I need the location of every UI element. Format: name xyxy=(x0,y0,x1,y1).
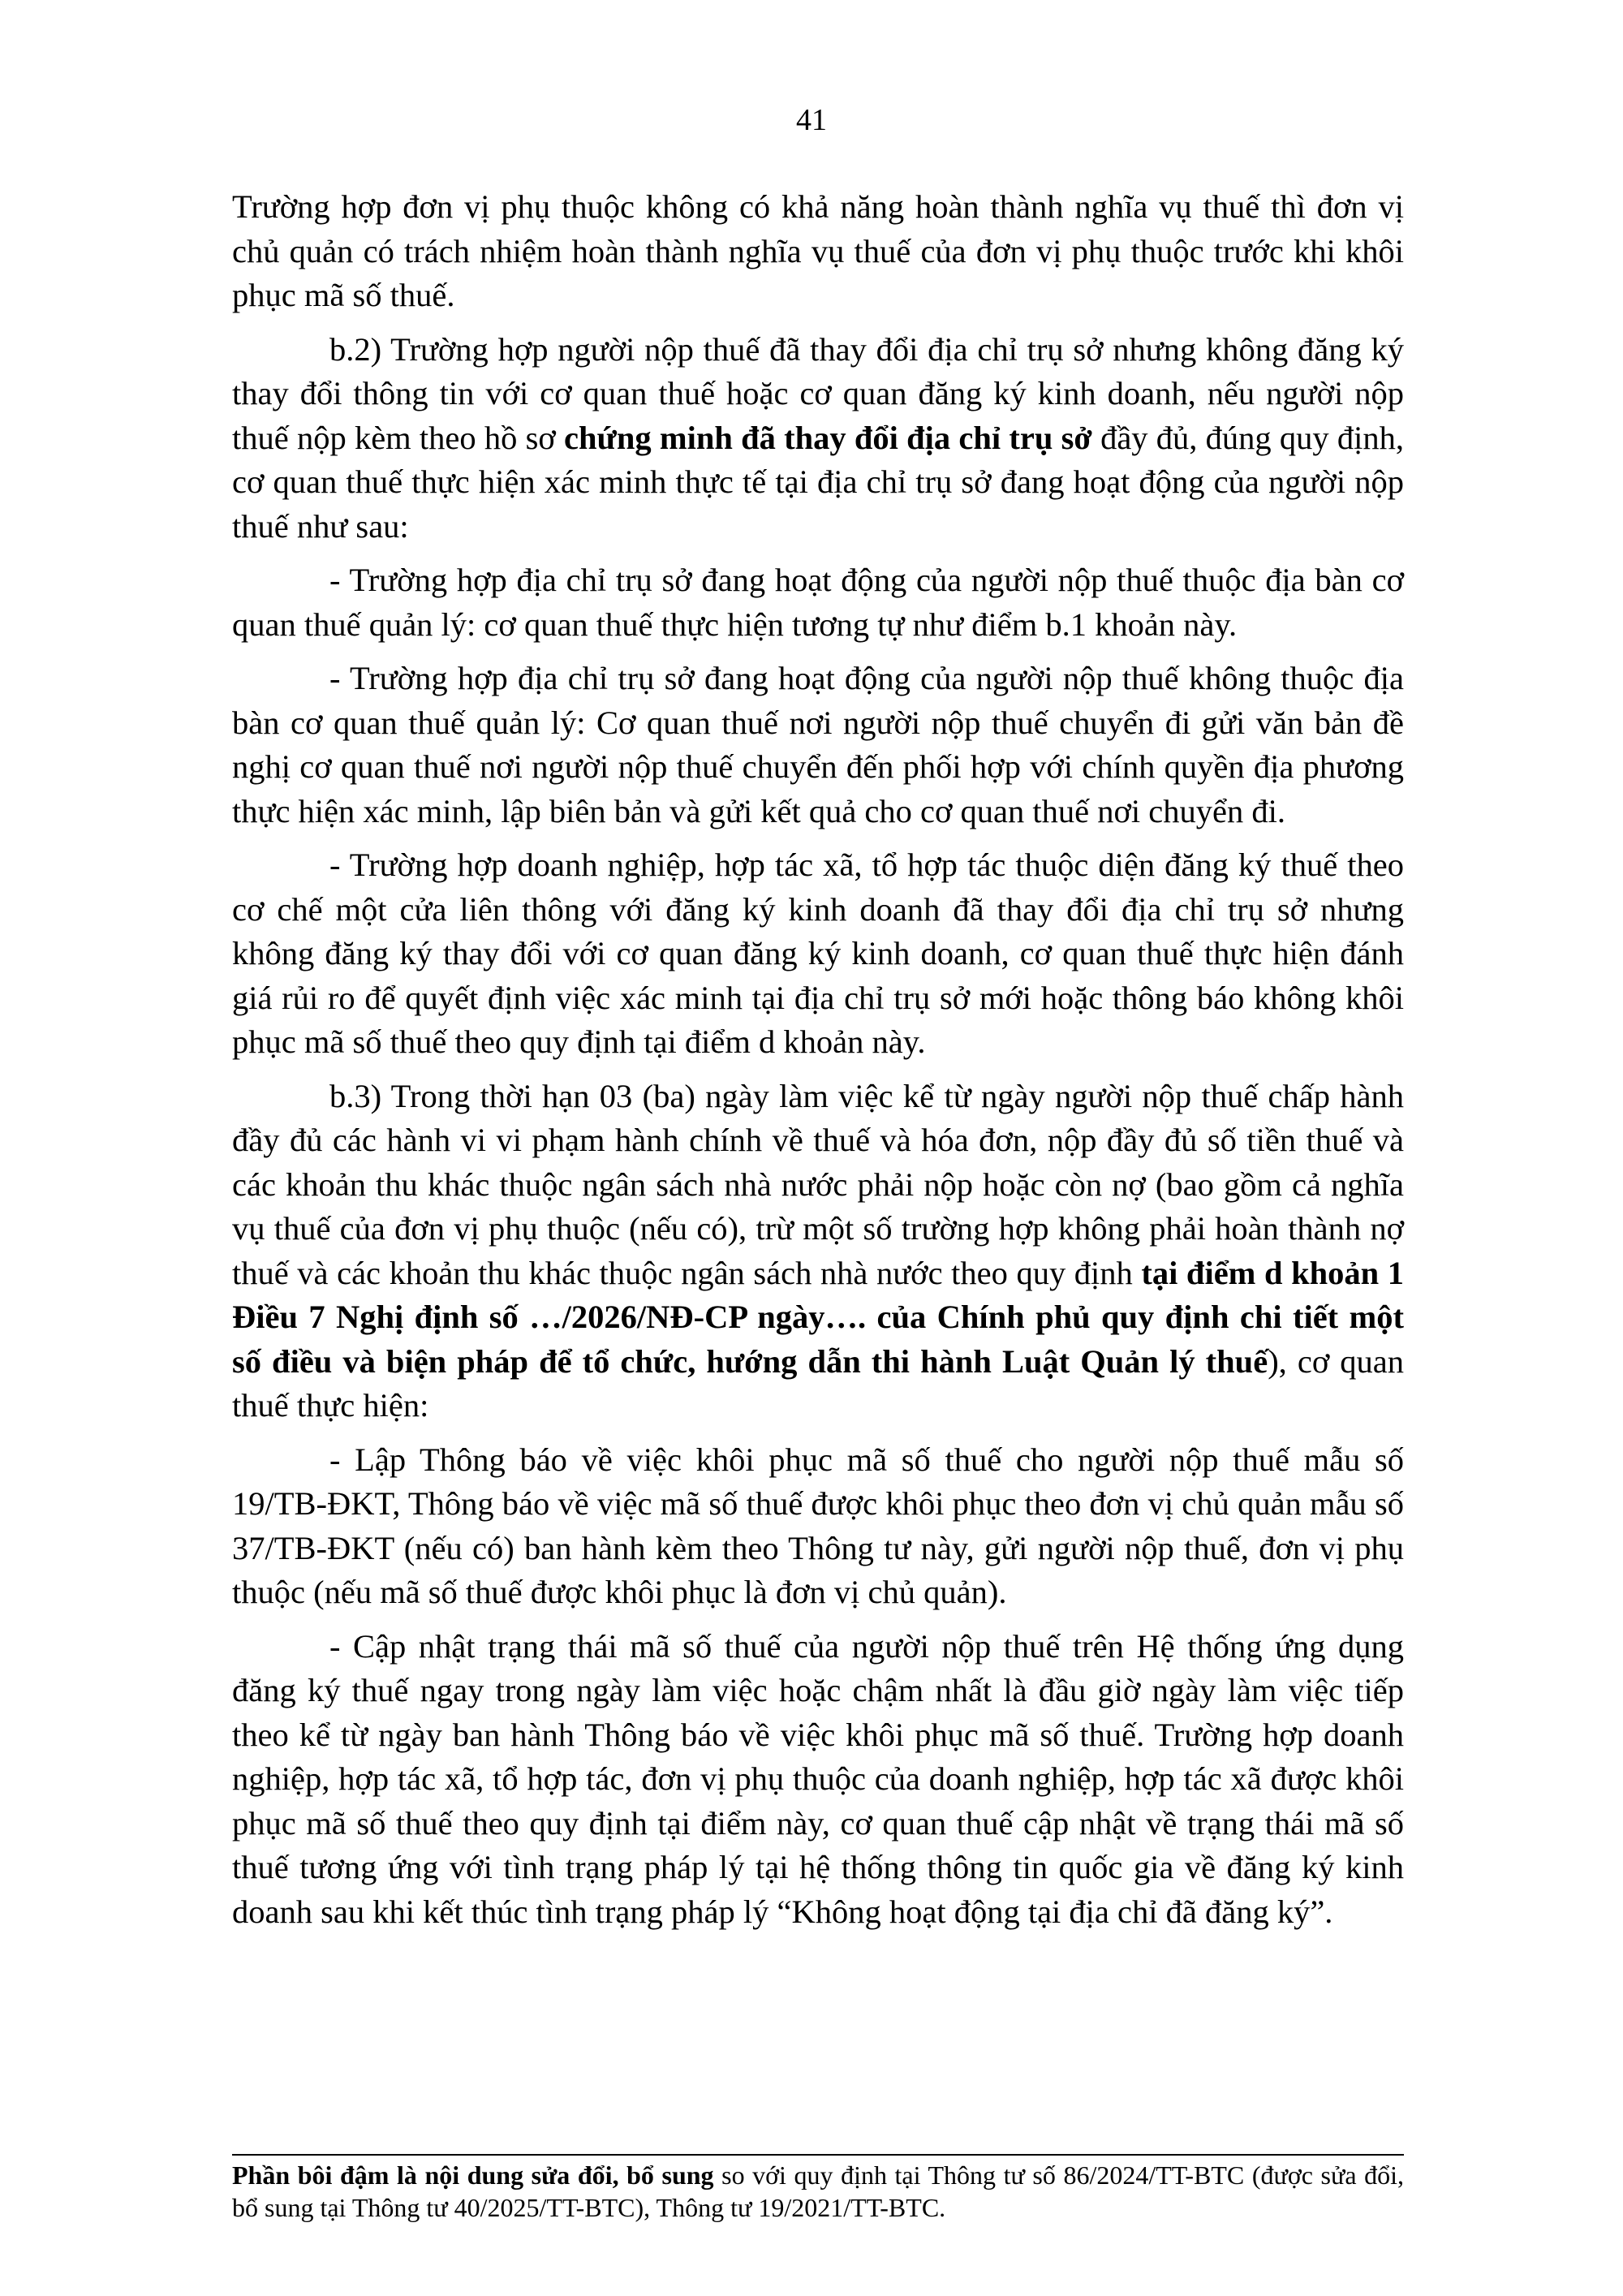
footer-divider xyxy=(232,2154,1404,2156)
footnote-bold: Phần bôi đậm là nội dung sửa đổi, bổ sung xyxy=(232,2160,714,2190)
paragraph-b2-bold: chứng minh đã thay đổi địa chỉ trụ sở xyxy=(564,419,1092,456)
paragraph-b3-text-a: b.3) Trong thời hạn 03 (ba) ngày làm việc kể từ ngày người nộp thuế chấp hành đầy đủ các hành vi vi phạm hành chính về thuế và hóa đơn, nộp đầy đủ số tiền thuế và các khoản thu khác thuộc ngân sách nhà nước phải nộp hoặc còn nợ (bao gồm cả nghĩa vụ thuế của đơn vị phụ thuộc (nếu có), trừ một số trường hợp không phải hoàn thành nợ thuế và các khoản thu khác thuộc ngân sách nhà nước theo quy định xyxy=(232,1077,1404,1291)
paragraph-b3-text-c: ), cơ quan thuế thực hiện: xyxy=(232,1342,1405,1424)
paragraph-b2-text-c: đầy đủ, đúng quy định, cơ quan thuế thực hiện xác minh thực tế tại địa chỉ trụ sở đang hoạt động của người nộp thuế như sau: xyxy=(232,419,1404,545)
document-body xyxy=(232,185,1404,1944)
paragraph-b2 xyxy=(232,328,1404,549)
page-number: 41 xyxy=(796,103,827,137)
paragraph-b2-text-a: b.2) Trường hợp người nộp thuế đã thay đổi địa chỉ trụ sở nhưng không đăng ký thay đổi thông tin với cơ quan thuế hoặc cơ quan đăng ký kinh doanh, nếu người nộp thuế nộp kèm theo hồ sơ xyxy=(232,330,1404,456)
footnote xyxy=(232,2159,1404,2224)
paragraph-b3-item-2: - Cập nhật trạng thái mã số thuế của người nộp thuế trên Hệ thống ứng dụng đăng ký thuế ngay trong ngày làm việc hoặc chậm nhất là đầu giờ ngày làm việc tiếp theo kể từ ngày ban hành Thông báo về việc khôi phục mã số thuế. Trường hợp doanh nghiệp, hợp tác xã, tổ hợp tác, đơn vị phụ thuộc của doanh nghiệp, hợp tác xã được khôi phục mã số thuế theo quy định tại điểm này, cơ quan thuế cập nhật về trạng thái mã số thuế tương ứng với tình trạng pháp lý tại hệ thống thông tin quốc gia về đăng ký kinh doanh sau khi kết thúc tình trạng pháp lý “Không hoạt động tại địa chỉ đã đăng ký”. xyxy=(232,1627,1404,1930)
paragraph-b3 xyxy=(232,1075,1404,1428)
paragraph-b2-case-2: - Trường hợp địa chỉ trụ sở đang hoạt động của người nộp thuế không thuộc địa bàn cơ quan thuế quản lý: Cơ quan thuế nơi người nộp thuế chuyển đi gửi văn bản đề nghị cơ quan thuế nơi người nộp thuế chuyển đến phối hợp với chính quyền địa phương thực hiện xác minh, lập biên bản và gửi kết quả cho cơ quan thuế nơi chuyển đi. xyxy=(232,660,1404,829)
paragraph-b2-case-1: - Trường hợp địa chỉ trụ sở đang hoạt động của người nộp thuế thuộc địa bàn cơ quan thuế quản lý: cơ quan thuế thực hiện tương tự như điểm b.1 khoản này. xyxy=(232,562,1404,643)
footnote-text: so với quy định tại Thông tư số 86/2024/TT-BTC (được sửa đổi, bổ sung tại Thông tư 40/2025/TT-BTC), Thông tư 19/2021/TT-BTC. xyxy=(232,2160,1405,2222)
paragraph-b2-case-3: - Trường hợp doanh nghiệp, hợp tác xã, tổ hợp tác thuộc diện đăng ký thuế theo cơ chế một cửa liên thông với đăng ký kinh doanh đã thay đổi địa chỉ trụ sở nhưng không đăng ký thay đổi với cơ quan đăng ký kinh doanh, cơ quan thuế thực hiện đánh giá rủi ro để quyết định việc xác minh tại địa chỉ trụ sở mới hoặc thông báo không khôi phục mã số thuế theo quy định tại điểm d khoản này. xyxy=(232,846,1404,1060)
paragraph-b3-bold: tại điểm d khoản 1 Điều 7 Nghị định số …/2026/NĐ-CP ngày…. của Chính phủ quy định chi tiết một số điều và biện pháp để tổ chức, hướng dẫn thi hành Luật Quản lý thuế xyxy=(232,1254,1404,1380)
paragraph-b3-item-1: - Lập Thông báo về việc khôi phục mã số thuế cho người nộp thuế mẫu số 19/TB-ĐKT, Thông báo về việc mã số thuế được khôi phục theo đơn vị chủ quản mẫu số 37/TB-ĐKT (nếu có) ban hành kèm theo Thông tư này, gửi người nộp thuế, đơn vị phụ thuộc (nếu mã số thuế được khôi phục là đơn vị chủ quản). xyxy=(232,1441,1404,1610)
paragraph-continuation: Trường hợp đơn vị phụ thuộc không có khả năng hoàn thành nghĩa vụ thuế thì đơn vị chủ quản có trách nhiệm hoàn thành nghĩa vụ thuế của đơn vị phụ thuộc trước khi khôi phục mã số thuế. xyxy=(232,188,1404,313)
